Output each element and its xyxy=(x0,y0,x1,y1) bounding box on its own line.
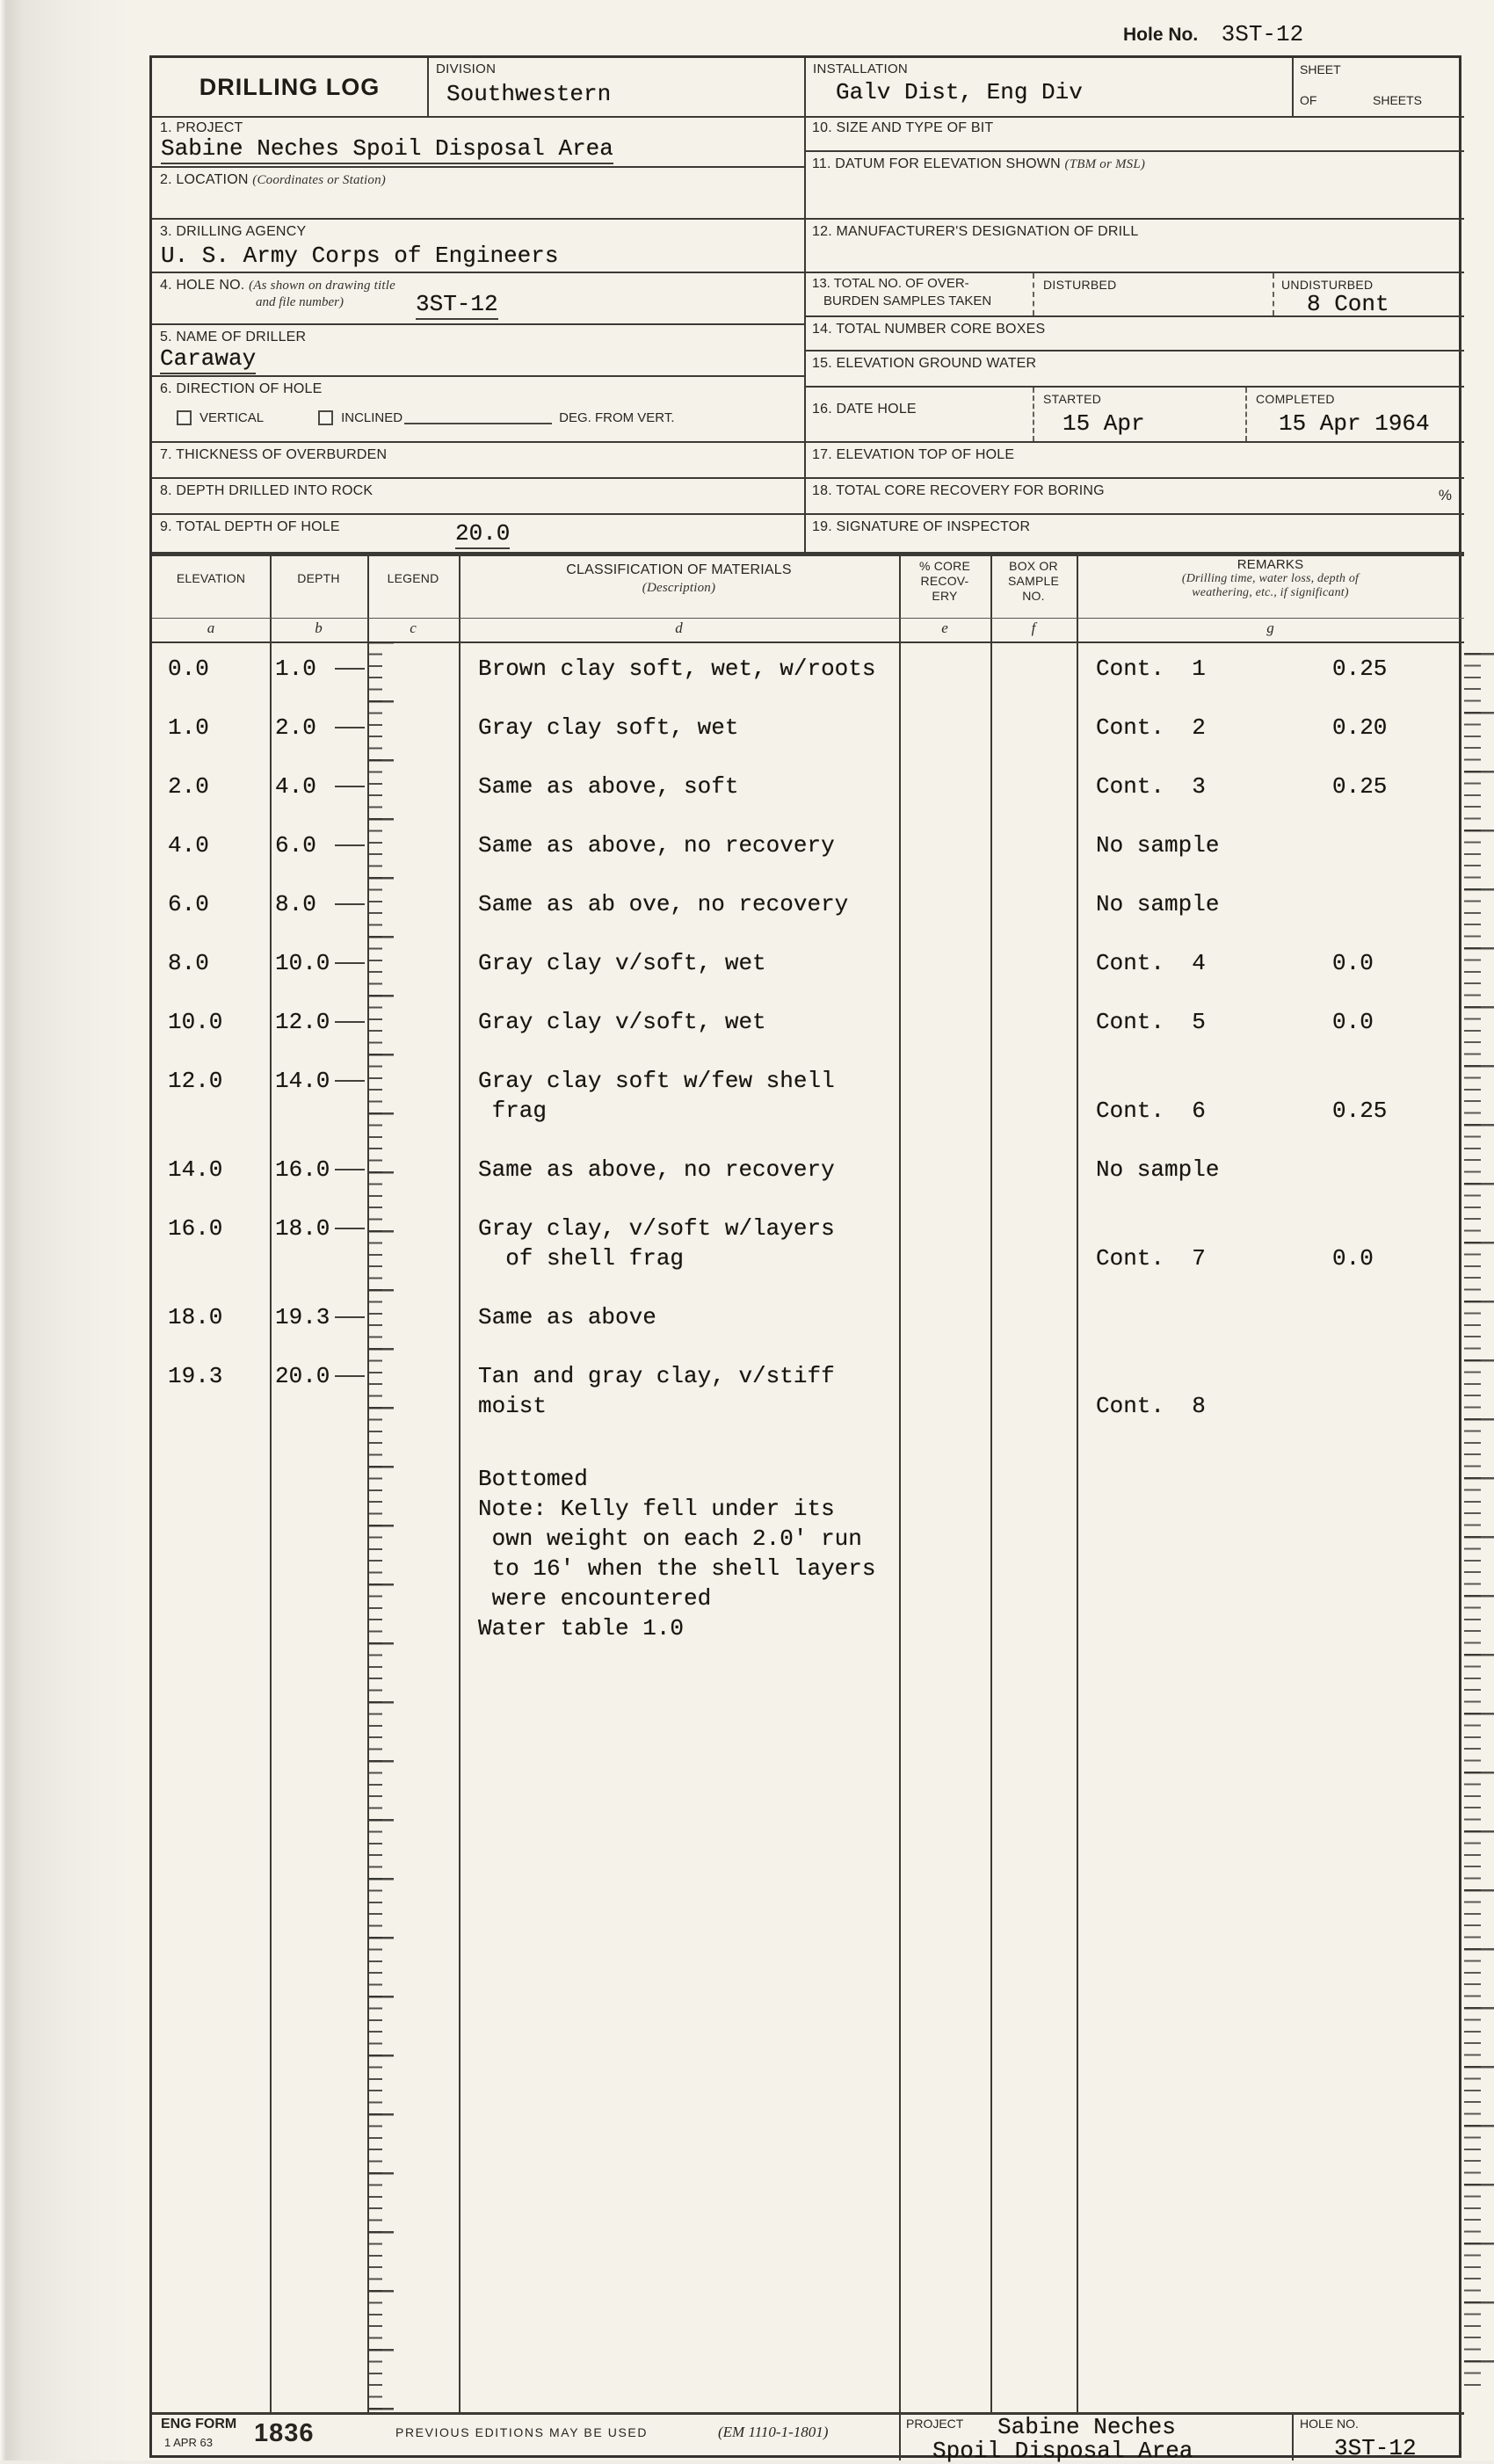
drilling-agency-label: 3. DRILLING AGENCY xyxy=(160,224,307,239)
remark-value: 0.0 xyxy=(1332,1009,1374,1035)
field-core-boxes xyxy=(804,317,1464,351)
log-rows xyxy=(152,654,1464,1450)
field-hole-no xyxy=(152,273,804,325)
log-row xyxy=(152,830,1464,889)
depth-value: 4.0 xyxy=(275,773,316,800)
remark-text: No sample xyxy=(1096,891,1220,917)
inclined-checkbox xyxy=(318,410,333,425)
bit-type-label: 10. SIZE AND TYPE OF BIT xyxy=(812,120,994,135)
direction-of-hole-label: 6. DIRECTION OF HOLE xyxy=(160,381,323,396)
remark-value: 0.25 xyxy=(1332,1098,1388,1124)
material-description: Gray clay v/soft, wet xyxy=(478,950,766,976)
remark-value: 0.0 xyxy=(1332,1245,1374,1272)
core-recovery-column-header: % CORE RECOV- ERY xyxy=(919,559,970,603)
remark-text: Cont. 4 xyxy=(1096,950,1206,976)
material-description: Brown clay soft, wet, w/roots xyxy=(478,656,876,682)
ground-water-label: 15. ELEVATION GROUND WATER xyxy=(812,356,1037,371)
field-ground-water xyxy=(804,351,1464,388)
row-remark xyxy=(1096,948,1464,978)
driller-notes: Bottomed Note: Kelly fell under its own weight on each 2.0' run to 16' when the shell layers were encountered Water table 1.0 xyxy=(478,1466,876,1641)
header-divider xyxy=(1292,58,1294,116)
location-label: 2. LOCATION (Coordinates or Station) xyxy=(160,172,386,187)
log-table-header xyxy=(152,554,1464,618)
field-date-hole xyxy=(804,388,1464,443)
material-description: Same as above, no recovery xyxy=(478,1156,835,1183)
remark-text: Cont. 6 xyxy=(1096,1098,1206,1124)
started-value: 15 Apr xyxy=(1062,410,1145,437)
drilling-log-form xyxy=(149,55,1461,2464)
row-remark xyxy=(1096,1155,1464,1185)
column-letter-f: f xyxy=(1031,620,1036,636)
fields-left-column xyxy=(152,116,804,554)
elevation-value: 8.0 xyxy=(168,950,209,976)
drilling-agency-value: U. S. Army Corps of Engineers xyxy=(161,243,559,269)
installation-cell xyxy=(804,58,1292,116)
of-label: OF xyxy=(1300,93,1317,107)
remark-text: No sample xyxy=(1096,1156,1220,1183)
log-row xyxy=(152,772,1464,830)
completed-divider xyxy=(1245,388,1247,441)
material-description: Same as above, soft xyxy=(478,773,739,800)
sheet-label: SHEET xyxy=(1300,62,1341,76)
log-row xyxy=(152,948,1464,1007)
depth-value: 16.0 xyxy=(275,1156,330,1183)
percent-sign: % xyxy=(1438,487,1452,504)
row-remark xyxy=(1096,1096,1464,1126)
column-letter-c: c xyxy=(410,620,417,636)
project-value: Sabine Neches Spoil Disposal Area xyxy=(161,135,613,164)
depth-value: 2.0 xyxy=(275,714,316,741)
classification-subheader: (Description) xyxy=(642,581,716,595)
column-letter-e: e xyxy=(941,620,948,636)
core-recovery-label: 18. TOTAL CORE RECOVERY FOR BORING xyxy=(812,483,1105,498)
hole-no-value: 3ST-12 xyxy=(1221,21,1304,47)
overburden-samples-label-2: BURDEN SAMPLES TAKEN xyxy=(823,294,992,308)
elevation-value: 12.0 xyxy=(168,1068,223,1094)
row-remark xyxy=(1096,772,1464,801)
field-drill-designation xyxy=(804,220,1464,273)
log-row xyxy=(152,889,1464,948)
elevation-value: 4.0 xyxy=(168,832,209,859)
log-row xyxy=(152,1155,1464,1214)
elevation-value: 10.0 xyxy=(168,1009,223,1035)
depth-value: 12.0 xyxy=(275,1009,330,1035)
letters-bottom-rule xyxy=(152,641,1464,643)
fields-right-column xyxy=(804,116,1464,554)
column-divider xyxy=(270,554,272,2412)
footer-hole-no-label: HOLE NO. xyxy=(1300,2417,1359,2431)
depth-value: 1.0 xyxy=(275,656,316,682)
field-thickness-overburden xyxy=(152,443,804,479)
elevation-value: 18.0 xyxy=(168,1304,223,1330)
project-label: 1. PROJECT xyxy=(160,120,243,135)
remarks-subheader-2: weathering, etc., if significant) xyxy=(1192,586,1349,599)
elevation-value: 19.3 xyxy=(168,1363,223,1389)
field-elevation-top xyxy=(804,443,1464,479)
hole-no-heading xyxy=(1123,21,1303,47)
row-remark xyxy=(1096,1007,1464,1037)
remark-value: 0.25 xyxy=(1332,773,1388,800)
elevation-value: 6.0 xyxy=(168,891,209,917)
row-remark xyxy=(1096,1243,1464,1273)
remark-text: No sample xyxy=(1096,832,1220,859)
remarks-subheader-1: (Drilling time, water loss, depth of xyxy=(1181,572,1360,585)
undisturbed-divider xyxy=(1273,273,1274,315)
field-drilling-agency xyxy=(152,220,804,273)
form-header-band xyxy=(152,58,1464,116)
remark-text: Cont. 8 xyxy=(1096,1393,1206,1419)
footer-project-value-line1: Sabine Neches xyxy=(997,2414,1176,2440)
division-cell xyxy=(427,58,804,116)
thickness-overburden-label: 7. THICKNESS OF OVERBURDEN xyxy=(160,447,388,462)
form-date: 1 APR 63 xyxy=(164,2436,213,2449)
header-rule xyxy=(152,116,1464,118)
vertical-label: VERTICAL xyxy=(199,410,265,425)
remark-text: Cont. 2 xyxy=(1096,714,1206,741)
box-sample-column-header: BOX OR SAMPLE NO. xyxy=(1008,559,1059,603)
total-depth-value: 20.0 xyxy=(455,520,510,549)
log-row xyxy=(152,713,1464,772)
remark-text: Cont. 5 xyxy=(1096,1009,1206,1035)
division-label: DIVISION xyxy=(436,62,497,76)
row-remark xyxy=(1096,830,1464,860)
column-letter-a: a xyxy=(207,620,215,636)
driller-name-label: 5. NAME OF DRILLER xyxy=(160,330,307,344)
elevation-value: 2.0 xyxy=(168,773,209,800)
legend-column-header: LEGEND xyxy=(387,571,439,585)
column-letter-d: d xyxy=(675,620,683,636)
table-top-rule xyxy=(152,554,1464,556)
row-remark xyxy=(1096,713,1464,743)
hole-no-field-value: 3ST-12 xyxy=(416,291,498,320)
undisturbed-label: UNDISTURBED xyxy=(1281,278,1374,292)
core-boxes-label: 14. TOTAL NUMBER CORE BOXES xyxy=(812,322,1046,337)
log-row xyxy=(152,1007,1464,1066)
disturbed-divider xyxy=(1033,273,1034,315)
remark-value: 0.0 xyxy=(1332,950,1374,976)
field-overburden-samples xyxy=(804,273,1464,317)
depth-value: 14.0 xyxy=(275,1068,330,1094)
division-value: Southwestern xyxy=(446,81,612,107)
page-edge-ruler-long-ticks xyxy=(1464,653,1494,2386)
undisturbed-value: 8 Cont xyxy=(1307,291,1389,317)
form-footer xyxy=(152,2412,1464,2464)
footer-hole-no-value: 3ST-12 xyxy=(1334,2435,1417,2461)
completed-value: 15 Apr 1964 xyxy=(1279,410,1430,437)
field-direction-of-hole xyxy=(152,377,804,443)
depth-value: 10.0 xyxy=(275,950,330,976)
datum-label: 11. DATUM FOR ELEVATION SHOWN (TBM or MSL) xyxy=(812,156,1146,171)
remark-text: Cont. 3 xyxy=(1096,773,1206,800)
field-location xyxy=(152,168,804,220)
footer-project-label: PROJECT xyxy=(906,2417,964,2431)
form-title: DRILLING LOG xyxy=(199,73,381,100)
column-letter-g: g xyxy=(1266,620,1274,636)
column-divider xyxy=(1077,554,1078,2412)
log-row xyxy=(152,1302,1464,1361)
depth-value: 18.0 xyxy=(275,1215,330,1242)
row-remark xyxy=(1096,889,1464,919)
field-bit-type xyxy=(804,116,1464,152)
remark-text: Cont. 7 xyxy=(1096,1245,1206,1272)
hole-no-field-label: 4. HOLE NO. (As shown on drawing title xyxy=(160,278,395,293)
direction-options xyxy=(177,410,675,425)
column-divider xyxy=(990,554,992,2412)
material-description: Gray clay v/soft, wet xyxy=(478,1009,766,1035)
log-row xyxy=(152,1214,1464,1302)
elevation-top-label: 17. ELEVATION TOP OF HOLE xyxy=(812,447,1015,462)
deg-from-vert-label: DEG. FROM VERT. xyxy=(559,410,675,425)
elevation-value: 0.0 xyxy=(168,656,209,682)
hole-no-label: Hole No. xyxy=(1123,25,1199,45)
driller-name-value: Caraway xyxy=(160,345,256,374)
elevation-value: 14.0 xyxy=(168,1156,223,1183)
material-description: Gray clay, v/soft w/layers of shell frag xyxy=(478,1215,835,1272)
installation-label: INSTALLATION xyxy=(813,62,909,76)
column-letter-b: b xyxy=(315,620,323,636)
started-label: STARTED xyxy=(1043,392,1102,406)
field-inspector-signature xyxy=(804,515,1464,554)
previous-editions-note: PREVIOUS EDITIONS MAY BE USED xyxy=(395,2425,649,2439)
material-description: Same as above, no recovery xyxy=(478,832,835,859)
installation-value: Galv Dist, Eng Div xyxy=(836,79,1083,105)
elevation-value: 16.0 xyxy=(168,1215,223,1242)
log-row xyxy=(152,654,1464,713)
field-datum xyxy=(804,152,1464,220)
depth-into-rock-label: 8. DEPTH DRILLED INTO ROCK xyxy=(160,483,374,498)
inspector-signature-label: 19. SIGNATURE OF INSPECTOR xyxy=(812,519,1031,534)
header-divider xyxy=(427,58,429,116)
depth-column-header: DEPTH xyxy=(297,571,340,585)
sheet-cell xyxy=(1292,58,1464,116)
depth-value: 8.0 xyxy=(275,891,316,917)
material-description: Same as ab ove, no recovery xyxy=(478,891,849,917)
classification-column-header: CLASSIFICATION OF MATERIALS (Description) xyxy=(459,562,899,596)
column-divider xyxy=(459,554,461,2412)
log-row xyxy=(152,1066,1464,1155)
field-total-depth xyxy=(152,515,804,554)
degrees-blank-line xyxy=(404,411,552,424)
elevation-column-header: ELEVATION xyxy=(176,571,246,585)
remark-value: 0.25 xyxy=(1332,656,1388,682)
total-depth-label: 9. TOTAL DEPTH OF HOLE xyxy=(160,519,340,534)
material-description: Tan and gray clay, v/stiff moist xyxy=(478,1363,835,1419)
material-description: Gray clay soft w/few shell frag xyxy=(478,1068,835,1124)
material-description: Gray clay soft, wet xyxy=(478,714,739,741)
column-divider xyxy=(899,554,901,2460)
field-core-recovery xyxy=(804,479,1464,515)
eng-form-label: ENG FORM xyxy=(161,2417,237,2431)
footer-project-value-line2: Spoil Disposal Area xyxy=(932,2438,1193,2464)
elevation-value: 1.0 xyxy=(168,714,209,741)
form-number: 1836 xyxy=(254,2419,315,2447)
remark-text: Cont. 1 xyxy=(1096,656,1206,682)
depth-value: 6.0 xyxy=(275,832,316,859)
fields-center-divider xyxy=(804,58,806,554)
vertical-checkbox xyxy=(177,410,192,425)
field-driller-name xyxy=(152,325,804,377)
material-description: Same as above xyxy=(478,1304,656,1330)
field-project xyxy=(152,116,804,168)
inclined-label: INCLINED xyxy=(341,410,403,425)
started-divider xyxy=(1033,388,1034,441)
log-body xyxy=(152,641,1464,2412)
letters-top-rule xyxy=(152,618,1464,619)
remarks-column-header: REMARKS (Drilling time, water loss, depth of weathering, etc., if significant) xyxy=(1077,557,1464,600)
date-hole-label: 16. DATE HOLE xyxy=(812,402,917,417)
row-remark xyxy=(1096,1391,1464,1421)
completed-label: COMPLETED xyxy=(1256,392,1335,406)
row-remark xyxy=(1096,654,1464,684)
log-row xyxy=(152,1361,1464,1450)
remark-value: 0.20 xyxy=(1332,714,1388,741)
disturbed-label: DISTURBED xyxy=(1043,278,1117,292)
sheets-label: SHEETS xyxy=(1373,93,1423,107)
drill-designation-label: 12. MANUFACTURER'S DESIGNATION OF DRILL xyxy=(812,224,1139,239)
depth-value: 19.3 xyxy=(275,1304,330,1330)
em-reference: (EM 1110-1-1801) xyxy=(718,2424,829,2440)
column-letters-row xyxy=(152,618,1464,641)
depth-value: 20.0 xyxy=(275,1363,330,1389)
field-depth-into-rock xyxy=(152,479,804,515)
legend-ruler-long-ticks xyxy=(369,641,394,2410)
hole-no-field-sublabel: and file number) xyxy=(256,295,344,309)
overburden-samples-label-1: 13. TOTAL NO. OF OVER- xyxy=(812,276,969,291)
